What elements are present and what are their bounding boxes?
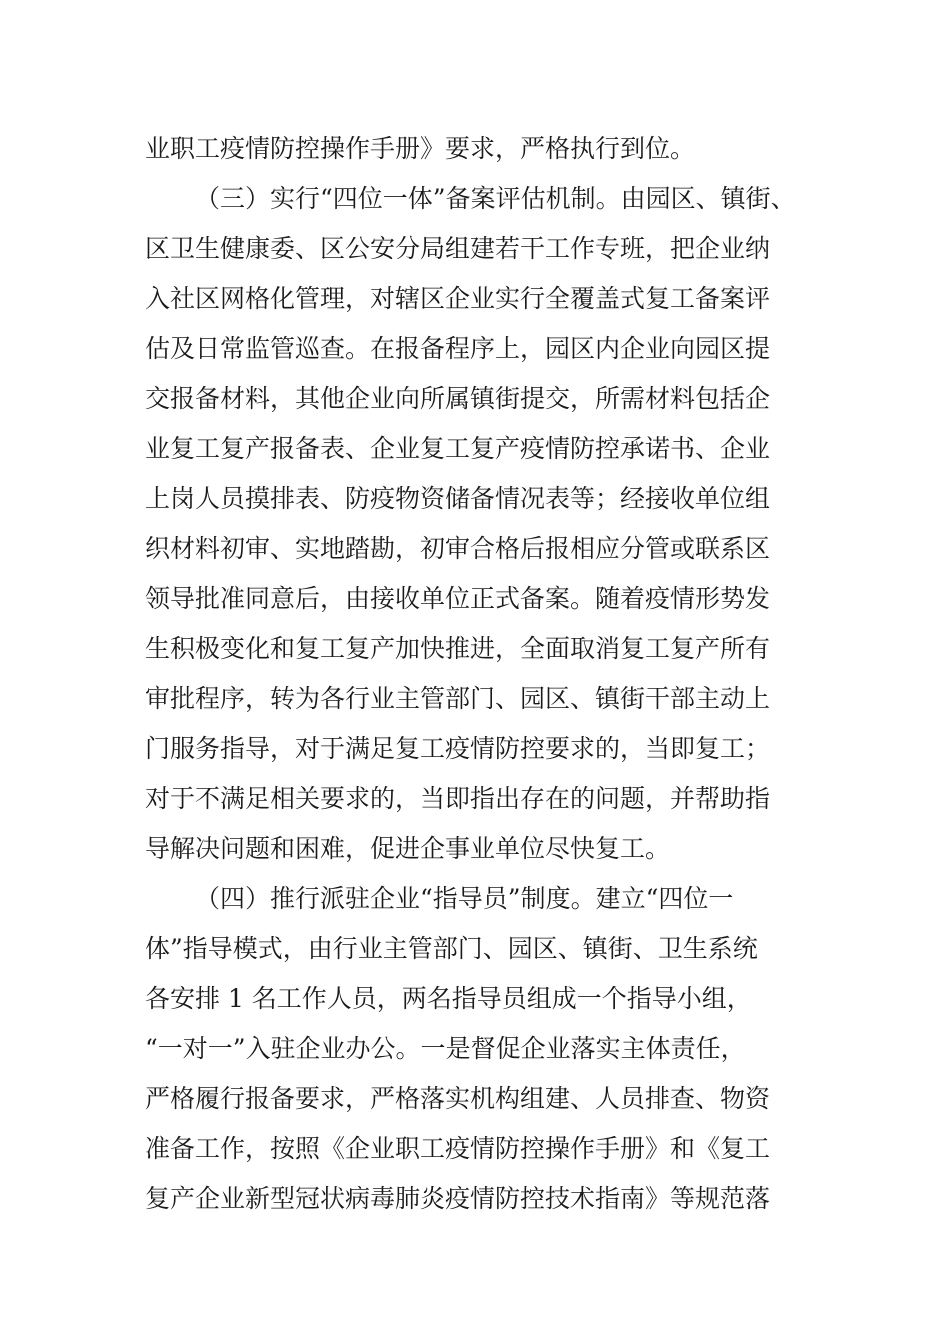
- text-line-21: 准备工作，按照《企业职工疫情防控操作手册》和《复工: [145, 1134, 771, 1163]
- text-line-14: 对于不满足相关要求的，当即指出存在的问题，并帮助指: [145, 784, 771, 813]
- text-line-20: 严格履行报备要求，严格落实机构组建、人员排查、物资: [145, 1084, 771, 1113]
- document-body: [145, 124, 810, 1224]
- text-line-18: 各安排 1 名工作人员，两名指导员组成一个指导小组，: [145, 984, 752, 1013]
- text-line-16: （四）推行派驻企业“指导员”制度。建立“四位一: [195, 884, 734, 913]
- text-line-19: “一对一”入驻企业办公。一是督促企业落实主体责任，: [145, 1034, 746, 1063]
- text-line-12: 审批程序，转为各行业主管部门、园区、镇街干部主动上: [145, 684, 771, 713]
- text-line-8: 上岗人员摸排表、防疫物资储备情况表等；经接收单位组: [145, 484, 771, 513]
- text-line-4: 入社区网格化管理，对辖区企业实行全覆盖式复工备案评: [145, 284, 771, 313]
- text-line-1: 业职工疫情防控操作手册》要求，严格执行到位。: [145, 134, 696, 163]
- text-line-6: 交报备材料，其他企业向所属镇街提交，所需材料包括企: [145, 384, 771, 413]
- text-line-10: 领导批准同意后，由接收单位正式备案。随着疫情形势发: [145, 584, 771, 613]
- text-line-9: 织材料初审、实地踏勘，初审合格后报相应分管或联系区: [145, 534, 771, 563]
- text-line-17: 体”指导模式，由行业主管部门、园区、镇街、卫生系统: [145, 934, 758, 963]
- text-line-13: 门服务指导，对于满足复工疫情防控要求的，当即复工；: [145, 734, 771, 763]
- text-line-22: 复产企业新型冠状病毒肺炎疫情防控技术指南》等规范落: [145, 1184, 771, 1213]
- text-line-2: （三）实行“四位一体”备案评估机制。由园区、镇街、: [195, 184, 796, 213]
- text-line-15: 导解决问题和困难，促进企事业单位尽快复工。: [145, 834, 671, 863]
- text-line-3: 区卫生健康委、区公安分局组建若干工作专班，把企业纳: [145, 234, 771, 263]
- text-line-7: 业复工复产报备表、企业复工复产疫情防控承诺书、企业: [145, 434, 771, 463]
- text-line-5: 估及日常监管巡查。在报备程序上，园区内企业向园区提: [145, 334, 771, 363]
- text-line-11: 生积极变化和复工复产加快推进，全面取消复工复产所有: [145, 634, 771, 663]
